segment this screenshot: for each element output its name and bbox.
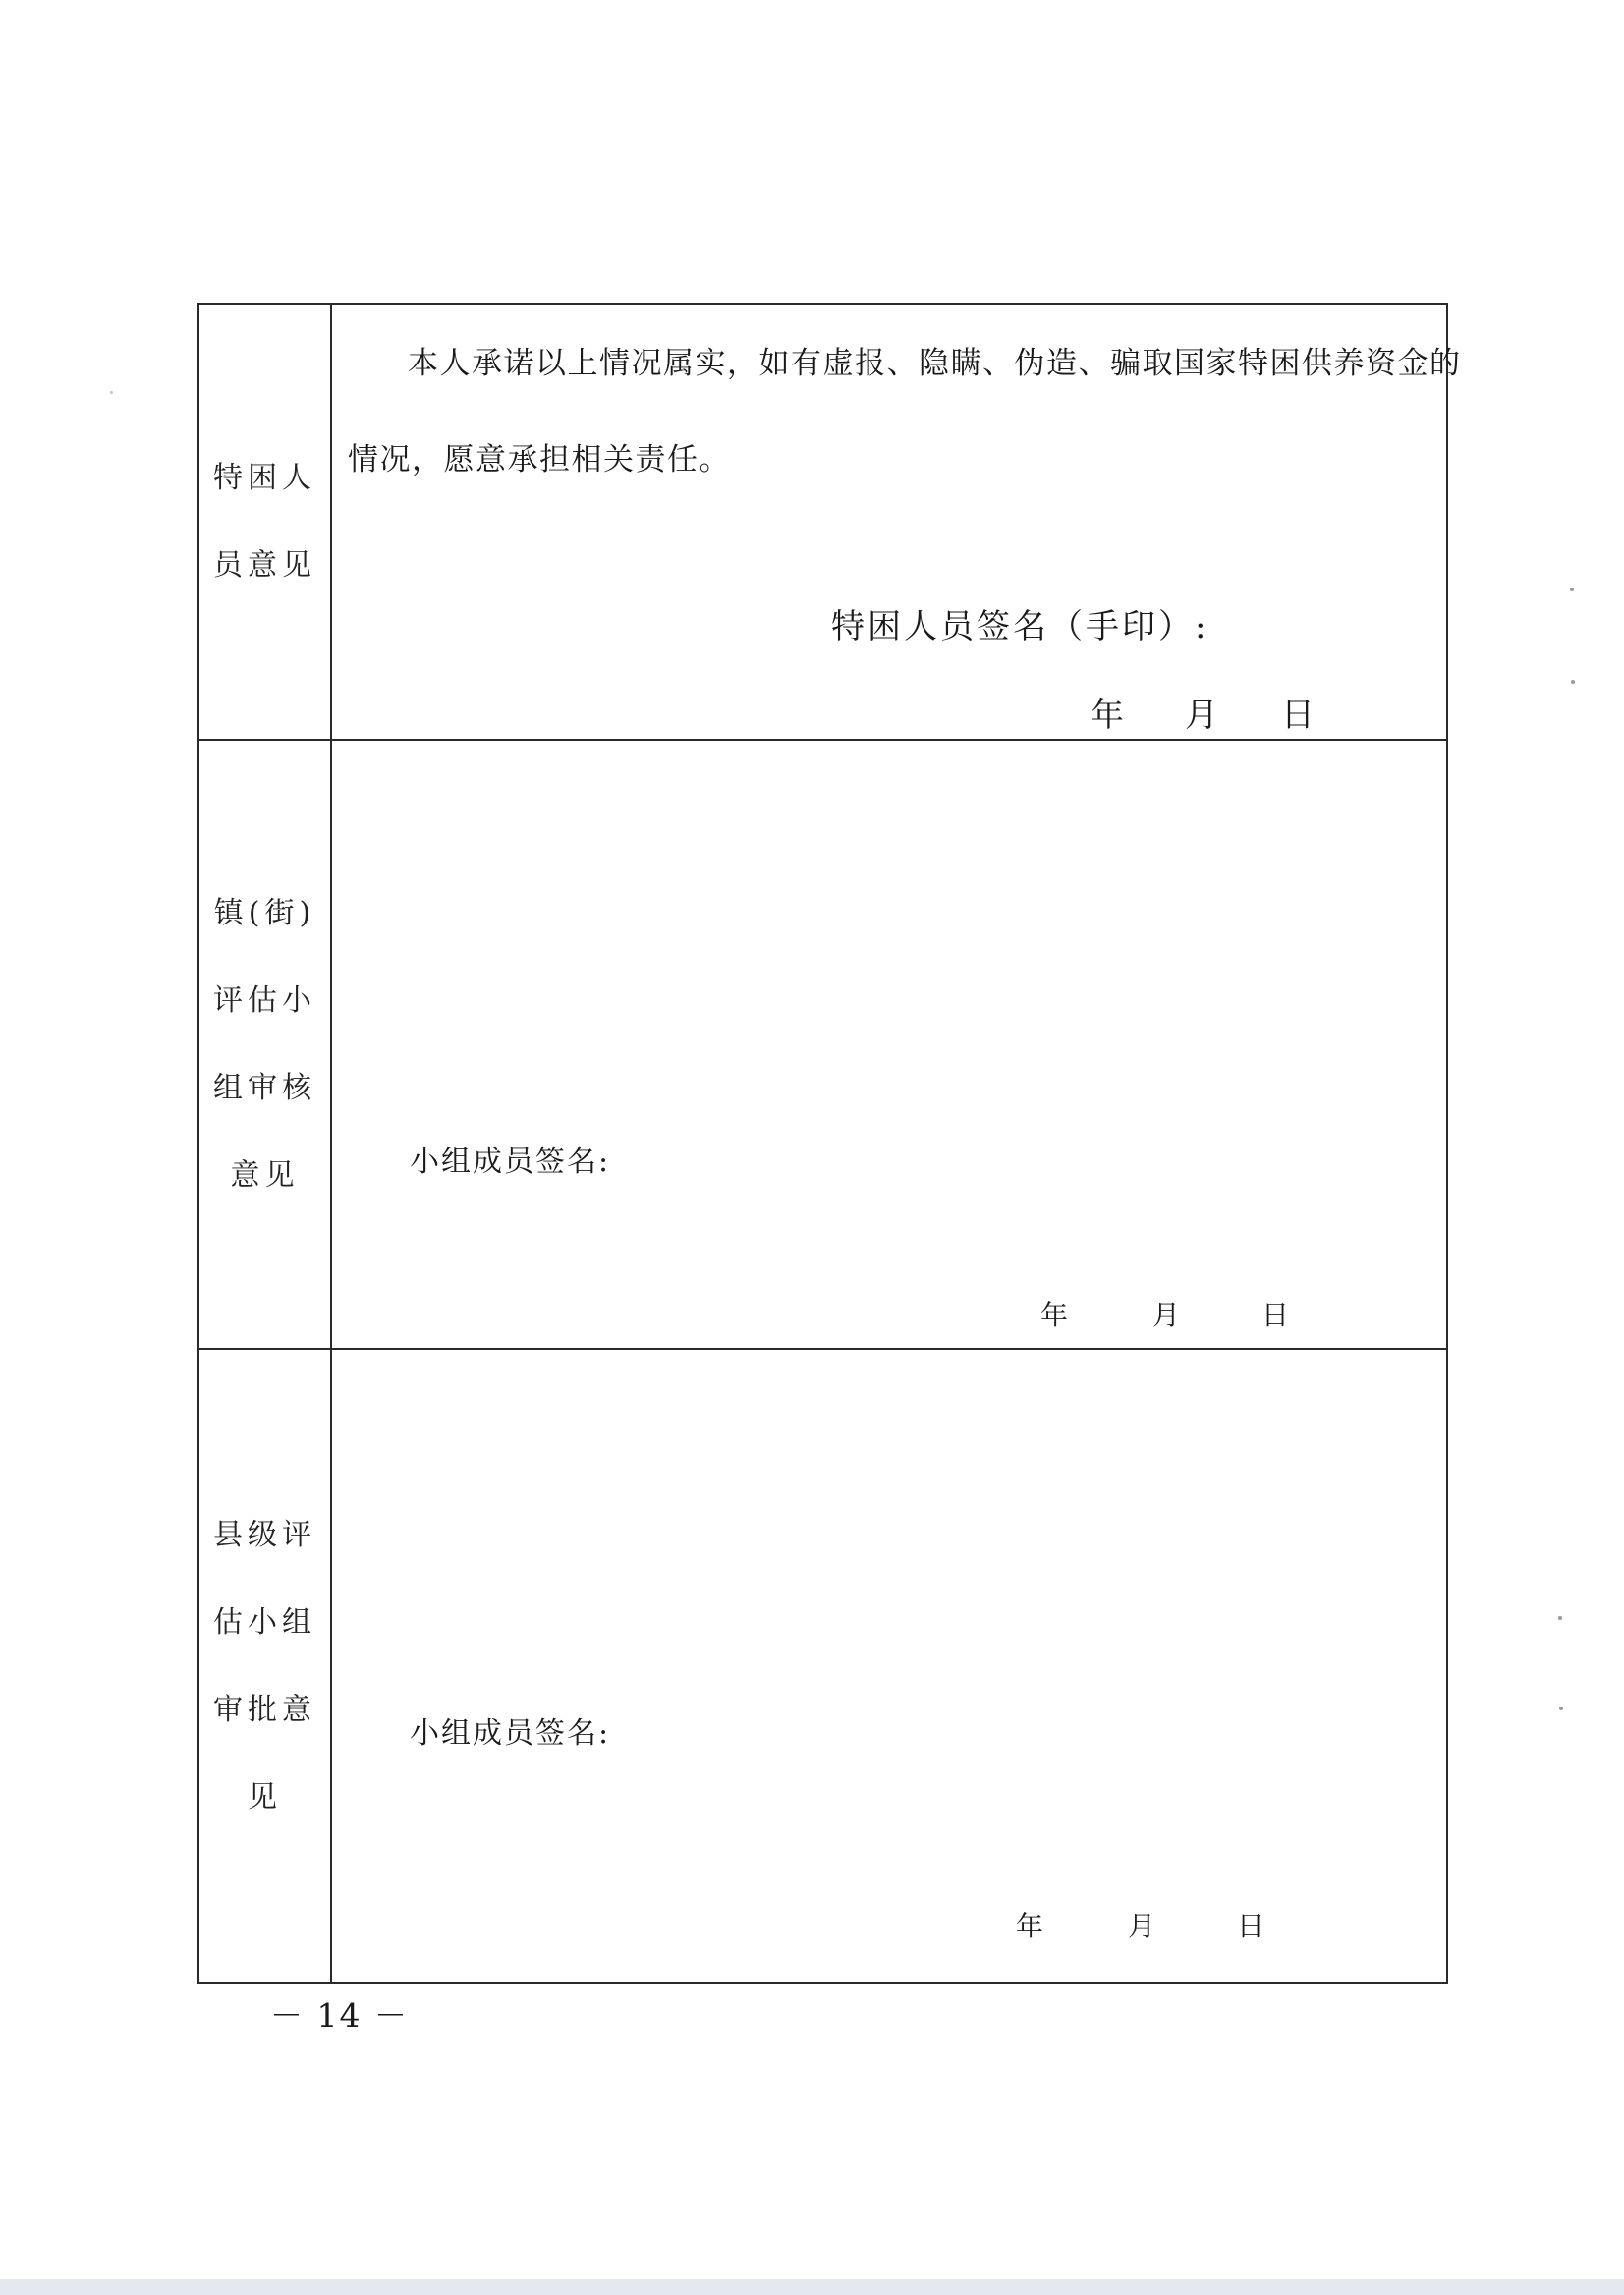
date-year-label: 年 [1016,1910,1044,1942]
row-label-line: 镇(街) [213,896,316,930]
page-number: － 14 － [270,1996,409,2035]
county-member-signature-label: 小组成员签名: [410,1716,611,1751]
row-label-line: 意见 [230,1158,300,1193]
scan-speck [1571,680,1575,684]
date-month-label: 月 [1128,1910,1156,1942]
pledge-text-line-2: 情况，愿意承担相关责任。 [348,442,731,477]
date-day-label: 日 [1237,1910,1265,1942]
scan-speck [110,391,113,394]
row-label-line: 员意见 [213,548,316,583]
town-review-content [332,741,1446,1348]
row-label-town-review [199,741,332,1348]
table-row-recipient-opinion [199,305,1462,741]
recipient-signature-label: 特困人员签名（手印）: [831,607,1209,646]
county-approval-content [332,1350,1446,1982]
date-day-label: 日 [1261,1299,1290,1331]
pledge-text-line-1: 本人承诺以上情况属实，如有虚报、隐瞒、伪造、骗取国家特困供养资金的 [408,346,1462,381]
row-label-line: 组审核 [213,1071,316,1105]
date-month-label: 月 [1185,696,1218,735]
date-month-label: 月 [1152,1299,1181,1331]
row-label-recipient-opinion [199,305,332,739]
table-row-county-approval [199,1350,1446,1982]
row-label-line: 估小组 [213,1604,316,1640]
opinion-form-table [197,303,1462,1984]
row-label-line: 见 [248,1779,282,1815]
row-label-line: 特困人 [213,461,316,495]
date-day-label: 日 [1281,696,1315,735]
scan-speck [1559,1707,1563,1710]
town-member-signature-label: 小组成员签名: [410,1145,611,1179]
scan-speck [1570,588,1574,591]
date-year-label: 年 [1040,1299,1069,1331]
scan-speck [1558,1616,1562,1620]
scan-bottom-edge [0,2279,1624,2295]
date-year-label: 年 [1091,696,1124,735]
row-label-county-approval [199,1350,332,1982]
row-label-line: 县级评 [213,1517,316,1552]
row-label-line: 评估小 [213,983,316,1018]
table-row-town-review [199,741,1446,1350]
recipient-opinion-content [332,305,1462,739]
row-label-line: 审批意 [213,1692,316,1727]
